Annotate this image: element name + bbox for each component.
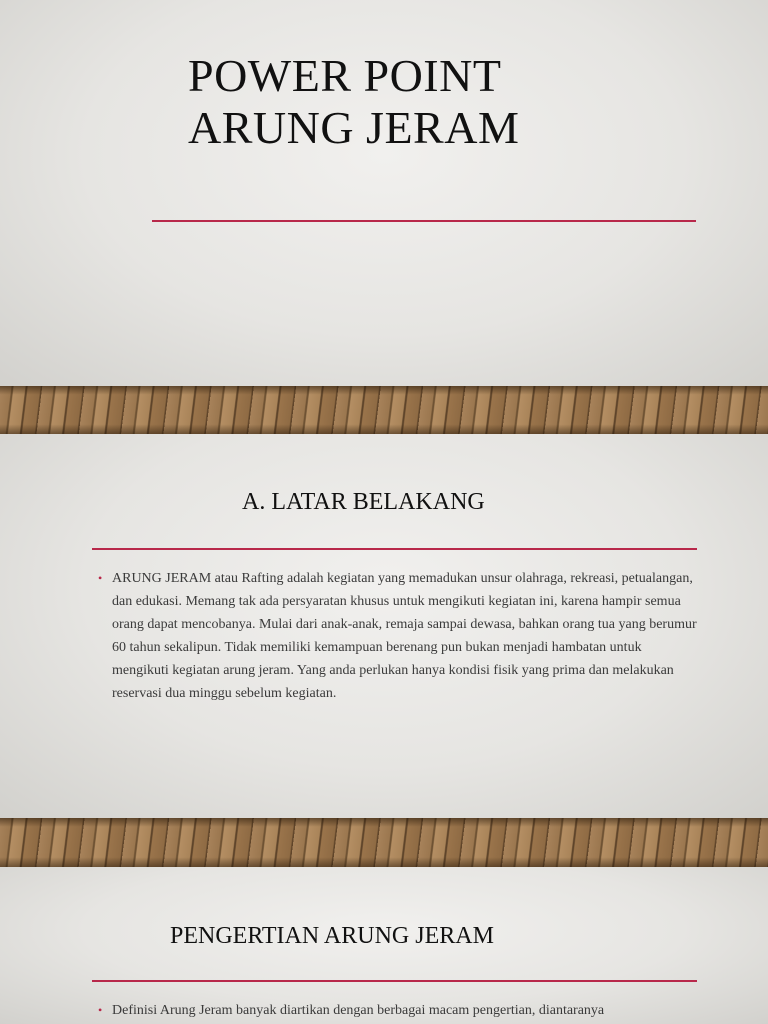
slide-title: [0, 0, 768, 386]
slide-title-text: POWER POINT ARUNG JERAM: [188, 50, 520, 153]
slide-heading: PENGERTIAN ARUNG JERAM: [170, 923, 494, 949]
slide-pengertian: [0, 867, 768, 1024]
bullet-text: ARUNG JERAM atau Rafting adalah kegiatan yang memadukan unsur olahraga, rekreasi, petualangan, dan edukasi. Memang tak ada persyaratan khusus untuk mengikuti kegiatan ini, karena hampir semua orang dapat mencobanya. Mulai dari anak-anak, remaja sampai dewasa, bahkan orang tua yang berumur 60 tahun sekalipun. Tidak memiliki kemampuan berenang pun bukan menjadi hambatan untuk mengikuti kegiatan arung jeram. Yang anda perlukan hanya kondisi fisik yang prima dan melakukan reservasi dua minggu sebelum kegiatan.: [112, 571, 697, 701]
bullet-icon: •: [98, 1003, 103, 1017]
heading-divider: [92, 980, 697, 982]
slide-latar-belakang: [0, 434, 768, 818]
bullet-text: Definisi Arung Jeram banyak diartikan dengan berbagai macam pengertian, diantaranya: [112, 1003, 605, 1018]
title-divider: [152, 220, 696, 222]
slide-heading: A. LATAR BELAKANG: [242, 489, 485, 515]
bullet-item: [98, 567, 698, 705]
wood-floor-divider: [0, 386, 768, 434]
bullet-item: [98, 999, 698, 1022]
heading-divider: [92, 548, 697, 550]
bullet-icon: •: [98, 571, 103, 585]
wood-floor-divider: [0, 818, 768, 867]
